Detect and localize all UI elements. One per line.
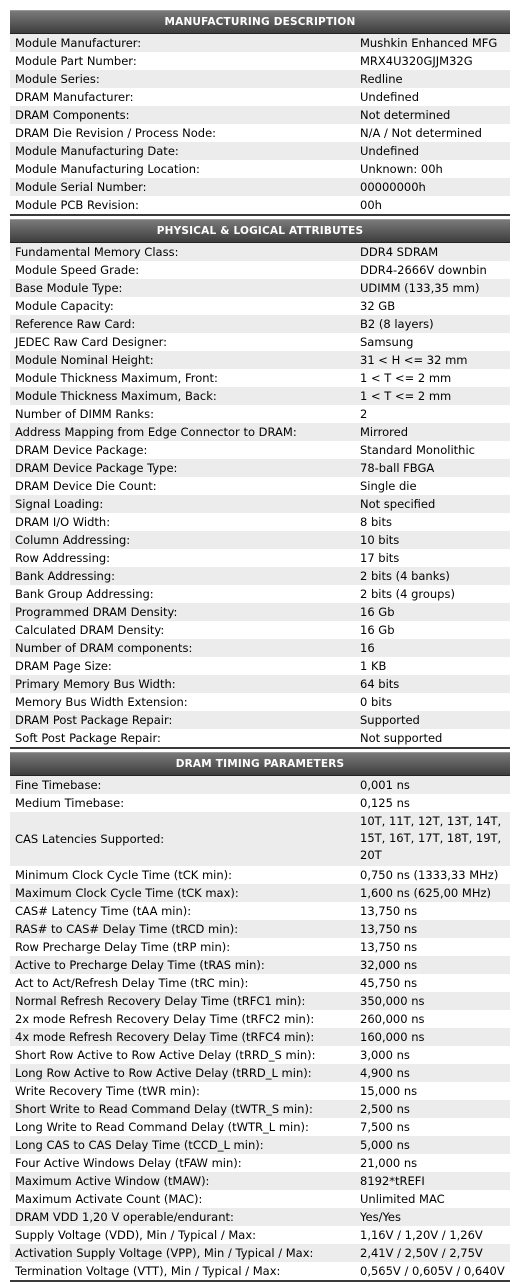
row-label: Module Part Number:: [15, 54, 137, 68]
table-row: [10, 513, 510, 531]
table-row: [10, 279, 510, 297]
row-label: Minimum Clock Cycle Time (tCK min):: [15, 868, 233, 882]
row-label: Reference Raw Card:: [15, 317, 136, 331]
table-row: [10, 812, 510, 866]
table-row: [10, 423, 510, 441]
row-value: 13,750 ns: [360, 922, 418, 936]
row-label: Short Write to Read Command Delay (tWTR_S min):: [15, 1102, 313, 1116]
table-row: [10, 405, 510, 423]
row-label: DRAM Post Package Repair:: [15, 713, 173, 727]
row-label: Column Addressing:: [15, 533, 131, 547]
row-label: Active to Precharge Delay Time (tRAS min):: [15, 958, 265, 972]
row-value: 13,750 ns: [360, 904, 418, 918]
row-value: 31 < H <= 32 mm: [360, 353, 468, 367]
row-value: Supported: [360, 713, 420, 727]
table-row: [10, 1136, 510, 1154]
table-row: [10, 441, 510, 459]
row-value: 2 bits (4 groups): [360, 587, 455, 601]
row-label: Number of DRAM components:: [15, 641, 193, 655]
table-row: [10, 567, 510, 585]
table-row: [10, 938, 510, 956]
row-value: Not determined: [360, 108, 451, 122]
row-label: CAS# Latency Time (tAA min):: [15, 904, 192, 918]
row-label: Activation Supply Voltage (VPP), Min / Typical / Max:: [15, 1246, 314, 1260]
row-label: Fine Timebase:: [15, 778, 102, 792]
table-row: [10, 1154, 510, 1172]
table-row: [10, 1046, 510, 1064]
row-value: DDR4 SDRAM: [360, 245, 439, 259]
table-row: [10, 693, 510, 711]
table-row: [10, 1208, 510, 1226]
row-label: Long CAS to CAS Delay Time (tCCD_L min):: [15, 1138, 264, 1152]
table-row: [10, 1172, 510, 1190]
table-row: [10, 1082, 510, 1100]
row-label: DRAM Device Die Count:: [15, 479, 157, 493]
table-row: [10, 142, 510, 160]
row-label: DRAM VDD 1,20 V operable/endurant:: [15, 1210, 234, 1224]
table-row: [10, 243, 510, 261]
row-label: Module Nominal Height:: [15, 353, 154, 367]
table-row: [10, 1262, 510, 1280]
table-row: [10, 621, 510, 639]
row-label: RAS# to CAS# Delay Time (tRCD min):: [15, 922, 239, 936]
row-label: Maximum Clock Cycle Time (tCK max):: [15, 886, 239, 900]
table-row: [10, 52, 510, 70]
table-row: [10, 124, 510, 142]
table-row: [10, 1244, 510, 1262]
row-value: Unlimited MAC: [360, 1192, 445, 1206]
row-label: JEDEC Raw Card Designer:: [15, 335, 168, 349]
row-label: Signal Loading:: [15, 497, 104, 511]
table-row: [10, 1226, 510, 1244]
table-row: [10, 974, 510, 992]
row-value: 160,000 ns: [360, 1030, 425, 1044]
row-value: 0,565V / 0,605V / 0,640V: [360, 1264, 505, 1278]
row-value: 0 bits: [360, 695, 392, 709]
row-value: 2 bits (4 banks): [360, 569, 450, 583]
table-row: [10, 477, 510, 495]
row-label: Row Precharge Delay Time (tRP min):: [15, 940, 231, 954]
row-label: Short Row Active to Row Active Delay (tRRD_S min):: [15, 1048, 316, 1062]
row-value: 5,000 ns: [360, 1138, 410, 1152]
row-value: 45,750 ns: [360, 976, 418, 990]
table-row: [10, 675, 510, 693]
spd-report: [10, 10, 510, 1282]
table-row: [10, 549, 510, 567]
row-label: Primary Memory Bus Width:: [15, 677, 176, 691]
row-value: Standard Monolithic: [360, 443, 475, 457]
row-label: Module Thickness Maximum, Front:: [15, 371, 218, 385]
row-label: DRAM Components:: [15, 108, 130, 122]
row-value: 8 bits: [360, 515, 392, 529]
row-value: Not specified: [360, 497, 436, 511]
row-value: 00h: [360, 198, 382, 212]
row-label: Bank Group Addressing:: [15, 587, 154, 601]
table-row: [10, 776, 510, 794]
row-label: 4x mode Refresh Recovery Delay Time (tRFC4 min):: [15, 1030, 315, 1044]
row-value: 21,000 ns: [360, 1156, 418, 1170]
row-label: Module Series:: [15, 72, 100, 86]
row-value: 10 bits: [360, 533, 400, 547]
table-row: [10, 603, 510, 621]
row-value: 32,000 ns: [360, 958, 418, 972]
table-row: [10, 639, 510, 657]
row-value: B2 (8 layers): [360, 317, 434, 331]
row-label: Long Write to Read Command Delay (tWTR_L min):: [15, 1120, 309, 1134]
row-label: Module Manufacturer:: [15, 36, 142, 50]
row-label: Module Capacity:: [15, 299, 114, 313]
table-row: [10, 794, 510, 812]
row-label: Act to Act/Refresh Delay Time (tRC min):: [15, 976, 249, 990]
row-label: Row Addressing:: [15, 551, 111, 565]
table-row: [10, 387, 510, 405]
row-value: 0,750 ns (1333,33 MHz): [360, 868, 499, 882]
row-value: Yes/Yes: [360, 1210, 402, 1224]
row-value: DDR4-2666V downbin: [360, 263, 487, 277]
row-value: 350,000 ns: [360, 994, 425, 1008]
table-row: [10, 902, 510, 920]
row-label: Module Manufacturing Date:: [15, 144, 179, 158]
row-label: Maximum Activate Count (MAC):: [15, 1192, 203, 1206]
table-row: [10, 992, 510, 1010]
row-value: 0,125 ns: [360, 796, 410, 810]
row-value: Unknown: 00h: [360, 162, 443, 176]
table-row: [10, 178, 510, 196]
table-row: [10, 261, 510, 279]
row-value: 1,600 ns (625,00 MHz): [360, 886, 491, 900]
table-row: [10, 315, 510, 333]
table-row: [10, 585, 510, 603]
table-row: [10, 459, 510, 477]
table-row: [10, 369, 510, 387]
row-label: DRAM I/O Width:: [15, 515, 111, 529]
table-row: [10, 34, 510, 52]
row-value: 10T, 11T, 12T, 13T, 14T, 15T, 16T, 17T, 18T, 19T, 20T: [360, 814, 502, 862]
table-row: [10, 1010, 510, 1028]
table-row: [10, 920, 510, 938]
row-label: DRAM Manufacturer:: [15, 90, 134, 104]
row-value: 7,500 ns: [360, 1120, 410, 1134]
row-label: Memory Bus Width Extension:: [15, 695, 188, 709]
row-value: 2: [360, 407, 368, 421]
table-row: [10, 711, 510, 729]
row-value: Redline: [360, 72, 403, 86]
row-value: 1 < T <= 2 mm: [360, 389, 452, 403]
row-value: 16 Gb: [360, 605, 395, 619]
table-row: [10, 866, 510, 884]
row-value: UDIMM (133,35 mm): [360, 281, 480, 295]
row-value: 1 < T <= 2 mm: [360, 371, 452, 385]
table-row: [10, 333, 510, 351]
row-label: DRAM Device Package Type:: [15, 461, 178, 475]
row-label: Calculated DRAM Density:: [15, 623, 165, 637]
row-value: 3,000 ns: [360, 1048, 410, 1062]
row-label: Module PCB Revision:: [15, 198, 139, 212]
table-row: [10, 531, 510, 549]
row-value: 2,41V / 2,50V / 2,75V: [360, 1246, 483, 1260]
row-label: Number of DIMM Ranks:: [15, 407, 154, 421]
row-label: Long Row Active to Row Active Delay (tRRD_L min):: [15, 1066, 312, 1080]
row-value: 15,000 ns: [360, 1084, 418, 1098]
table-row: [10, 956, 510, 974]
row-value: 16: [360, 641, 375, 655]
table-row: [10, 297, 510, 315]
row-value: Mushkin Enhanced MFG: [360, 36, 498, 50]
row-label: Termination Voltage (VTT), Min / Typical / Max:: [15, 1264, 281, 1278]
row-label: Address Mapping from Edge Connector to DRAM:: [15, 425, 297, 439]
row-value: Not supported: [360, 731, 443, 745]
row-value: Single die: [360, 479, 417, 493]
row-label: Supply Voltage (VDD), Min / Typical / Max:: [15, 1228, 257, 1242]
row-label: Medium Timebase:: [15, 796, 125, 810]
table-row: [10, 1190, 510, 1208]
row-label: Programmed DRAM Density:: [15, 605, 178, 619]
row-value: 2,500 ns: [360, 1102, 410, 1116]
row-label: Normal Refresh Recovery Delay Time (tRFC1 min):: [15, 994, 306, 1008]
row-label: DRAM Device Package:: [15, 443, 148, 457]
section-header-manufacturing-description: MANUFACTURING DESCRIPTION: [10, 10, 510, 34]
row-value: MRX4U320GJJM32G: [360, 54, 473, 68]
row-value: 1 KB: [360, 659, 387, 673]
row-value: Mirrored: [360, 425, 409, 439]
row-value: 16 Gb: [360, 623, 395, 637]
row-label: DRAM Die Revision / Process Node:: [15, 126, 217, 140]
row-label: Module Thickness Maximum, Back:: [15, 389, 217, 403]
table-row: [10, 351, 510, 369]
row-label: Fundamental Memory Class:: [15, 245, 179, 259]
row-value: 78-ball FBGA: [360, 461, 435, 475]
row-value: 64 bits: [360, 677, 400, 691]
table-row: [10, 729, 510, 747]
section-header-dram-timing-parameters: DRAM TIMING PARAMETERS: [10, 752, 510, 776]
row-value: 1,16V / 1,20V / 1,26V: [360, 1228, 483, 1242]
row-value: 260,000 ns: [360, 1012, 425, 1026]
row-value: 17 bits: [360, 551, 400, 565]
row-label: 2x mode Refresh Recovery Delay Time (tRFC2 min):: [15, 1012, 315, 1026]
table-row: [10, 1118, 510, 1136]
row-value: Samsung: [360, 335, 414, 349]
table-row: [10, 160, 510, 178]
row-label: Bank Addressing:: [15, 569, 115, 583]
row-label: Write Recovery Time (tWR min):: [15, 1084, 200, 1098]
table-row: [10, 196, 510, 214]
row-label: CAS Latencies Supported:: [15, 832, 165, 846]
table-row: [10, 106, 510, 124]
row-value: Undefined: [360, 144, 419, 158]
row-label: Base Module Type:: [15, 281, 123, 295]
table-row: [10, 1028, 510, 1046]
row-label: Module Manufacturing Location:: [15, 162, 200, 176]
table-row: [10, 1064, 510, 1082]
row-label: Maximum Active Window (tMAW):: [15, 1174, 210, 1188]
row-label: DRAM Page Size:: [15, 659, 112, 673]
row-label: Four Active Windows Delay (tFAW min):: [15, 1156, 242, 1170]
row-value: 8192*tREFI: [360, 1174, 425, 1188]
table-row: [10, 88, 510, 106]
row-value: N/A / Not determined: [360, 126, 482, 140]
row-value: 32 GB: [360, 299, 396, 313]
row-label: Module Speed Grade:: [15, 263, 140, 277]
row-value: Undefined: [360, 90, 419, 104]
row-label: Module Serial Number:: [15, 180, 147, 194]
table-row: [10, 495, 510, 513]
section-header-physical-logical-attributes: PHYSICAL & LOGICAL ATTRIBUTES: [10, 219, 510, 243]
table-row: [10, 884, 510, 902]
row-label: Soft Post Package Repair:: [15, 731, 161, 745]
row-value: 13,750 ns: [360, 940, 418, 954]
row-value: 0,001 ns: [360, 778, 410, 792]
table-row: [10, 1100, 510, 1118]
row-value: 4,900 ns: [360, 1066, 410, 1080]
row-value: 00000000h: [360, 180, 426, 194]
table-row: [10, 70, 510, 88]
table-row: [10, 657, 510, 675]
